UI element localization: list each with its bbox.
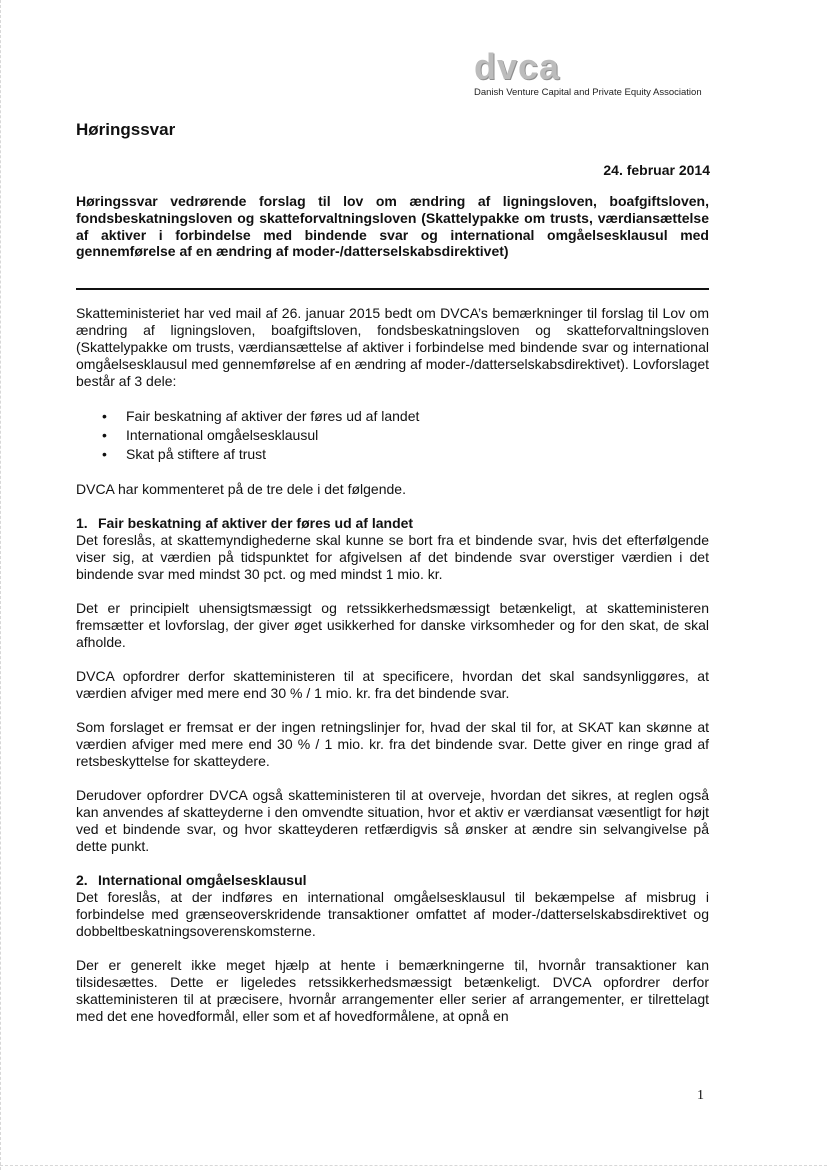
page-edge-bottom — [0, 1165, 827, 1167]
bullet-item — [102, 407, 709, 426]
logo-wordmark: dvca — [474, 46, 561, 87]
section-1-paragraph: DVCA opfordrer derfor skatteministeren til at specificere, hvordan det skal sandsynliggøres, at værdien afviger med mere end 30 % / 1 mio. kr. fra det bindende svar. — [76, 668, 709, 701]
section-1-number: 1. — [76, 515, 88, 531]
document-body — [76, 305, 709, 1042]
section-2-title: International omgåelsesklausul — [98, 872, 307, 888]
scope-bullet-list — [76, 407, 709, 464]
page-edge-left — [0, 0, 2, 1170]
section-2-heading — [76, 872, 709, 889]
section-1-paragraph: Som forslaget er fremsat er der ingen retningslinjer for, hvad der skal til for, at SKAT kan skønne at værdien afviger med mere end 30 % / 1 mio. kr. fra det bindende svar. Dette giver en ringe grad af retsbeskyttelse for skatteydere. — [76, 719, 709, 769]
section-1-heading — [76, 515, 709, 532]
bullet-icon: • — [102, 408, 107, 424]
section-1-paragraph: Derudover opfordrer DVCA også skatteministeren til at overveje, hvordan det sikres, at reglen også kan anvendes af skatteyderne i den omvendte situation, hvor et aktiv er værdiansat væsentligt for højt ved et bindende svar, og hvor skatteyderen retfærdigvis så ønsker at ændre sin selvangivelse på dette punkt. — [76, 787, 709, 854]
intro-paragraph: Skatteministeriet har ved mail af 26. januar 2015 bedt om DVCA’s bemærkninger til forslag til Lov om ændring af ligningsloven, boafgiftsloven, fondsbeskatningsloven og skatteforvaltningsloven (Skattelypakke om trusts, værdiansættelse af aktiver i forbindelse med bindende svar og international omgåelsesklausul med gennemførelse af en ændring af moder-/datterselskabsdirektivet). Lovforslaget består af 3 dele: — [76, 305, 709, 389]
bullet-text: Skat på stiftere af trust — [126, 446, 267, 462]
intro-closing: DVCA har kommenteret på de tre dele i det følgende. — [76, 481, 406, 497]
dvca-logo — [474, 46, 714, 98]
section-1-title: Fair beskatning af aktiver der føres ud af landet — [98, 515, 414, 531]
bullet-icon: • — [102, 446, 107, 462]
section-2-paragraph: Der er generelt ikke meget hjælp at hente i bemærkningerne til, hvornår transaktioner kan tilsidesættes. Dette er ligeledes retssikkerhedsmæssigt betænkeligt. DVCA opfordrer derfor skatteministeren til at præcisere, hvornår arrangementer eller serier af arrangementer, er tilrettelagt med det ene hovedformål, eller som et af hovedformålene, at opnå en — [76, 957, 709, 1024]
bullet-icon: • — [102, 427, 107, 443]
document-heading: Høringssvar vedrørende forslag til lov om ændring af ligningsloven, boafgiftsloven, fondsbeskatningsloven og skatteforvaltningsloven (Skattelypakke om trusts, værdiansættelse af aktiver i forbindelse med bindende svar og international omgåelsesklausul med gennemførelse af en ændring af moder-/datterselskabsdirektivet) — [76, 193, 709, 260]
heading-rule — [76, 288, 709, 290]
document-date: 24. februar 2014 — [603, 162, 710, 178]
logo-subtitle: Danish Venture Capital and Private Equity Association — [474, 87, 702, 98]
page-number: 1 — [697, 1088, 704, 1103]
section-2-paragraph: Det foreslås, at der indføres en international omgåelsesklausul til bekæmpelse af misbrug i forbindelse med grænseoverskridende transaktioner omfattet af moder-/datterselskabsdirektivet og dobbeltbeskatningsoverenskomsterne. — [76, 889, 709, 939]
section-1-paragraph: Det foreslås, at skattemyndighederne skal kunne se bort fra et bindende svar, hvis det efterfølgende viser sig, at værdien på tidspunktet for afgivelsen af det bindende svar overstiger værdien i det bindende svar med mindst 30 pct. og med mindst 1 mio. kr. — [76, 532, 709, 582]
bullet-item — [102, 426, 709, 445]
document-type: Høringssvar — [76, 120, 176, 139]
bullet-text: International omgåelsesklausul — [126, 427, 319, 443]
section-2-number: 2. — [76, 872, 88, 888]
bullet-text: Fair beskatning af aktiver der føres ud af landet — [126, 408, 420, 424]
section-1-paragraph: Det er principielt uhensigtsmæssigt og retssikkerhedsmæssigt betænkeligt, at skatteministeren fremsætter et lovforslag, der giver øget usikkerhed for danske virksomheder og for den skat, de skal afholde. — [76, 600, 709, 650]
bullet-item — [102, 445, 709, 464]
